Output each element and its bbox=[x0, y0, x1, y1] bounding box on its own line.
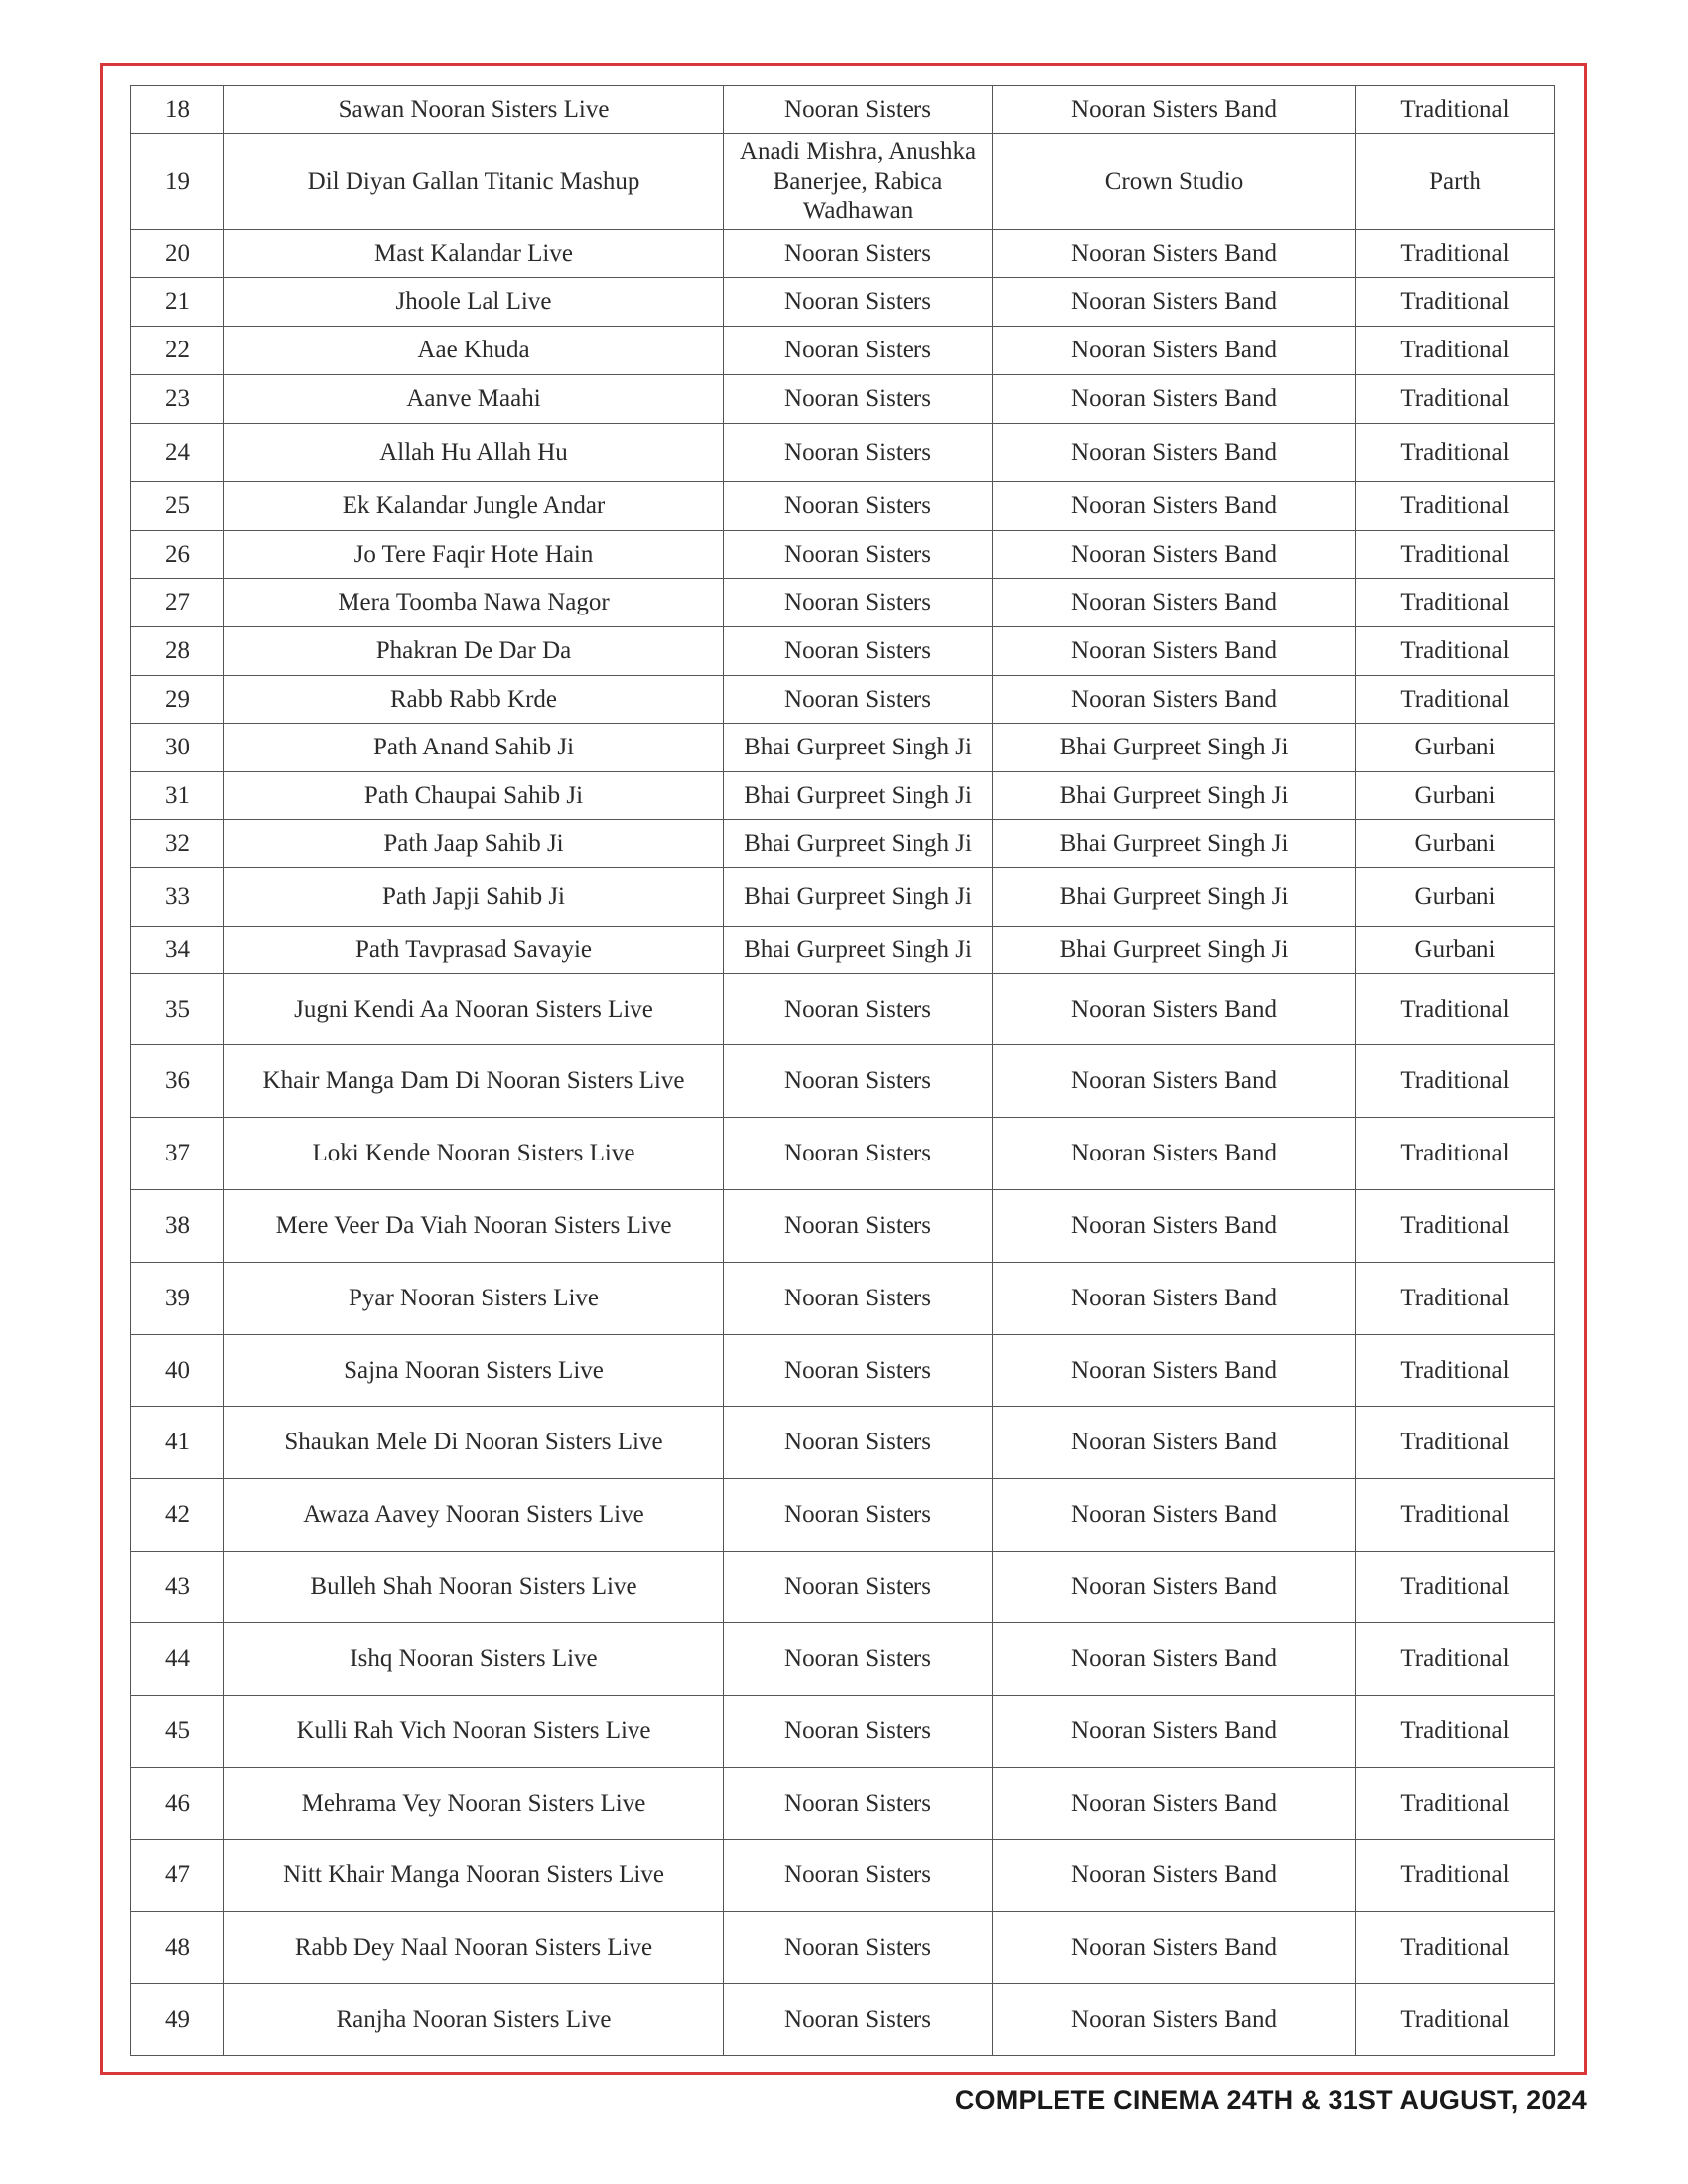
song-title-cell: Rabb Dey Naal Nooran Sisters Live bbox=[224, 1912, 724, 1984]
table-row bbox=[131, 230, 1555, 278]
table-row bbox=[131, 1623, 1555, 1696]
lyricist-cell: Traditional bbox=[1356, 86, 1555, 134]
serial-number-cell: 47 bbox=[131, 1840, 224, 1912]
lyricist-cell: Gurbani bbox=[1356, 820, 1555, 868]
music-cell: Nooran Sisters Band bbox=[993, 424, 1356, 482]
music-cell: Nooran Sisters Band bbox=[993, 1263, 1356, 1335]
serial-number-cell: 30 bbox=[131, 724, 224, 772]
table-row bbox=[131, 531, 1555, 579]
song-title-cell: Aanve Maahi bbox=[224, 375, 724, 424]
music-cell: Nooran Sisters Band bbox=[993, 1479, 1356, 1552]
singer-cell: Nooran Sisters bbox=[724, 1335, 993, 1407]
table-row bbox=[131, 1912, 1555, 1984]
table-row bbox=[131, 482, 1555, 531]
song-title-cell: Bulleh Shah Nooran Sisters Live bbox=[224, 1552, 724, 1623]
table-row bbox=[131, 424, 1555, 482]
lyricist-cell: Traditional bbox=[1356, 1479, 1555, 1552]
music-cell: Nooran Sisters Band bbox=[993, 1045, 1356, 1118]
table-row bbox=[131, 927, 1555, 974]
singer-cell: Anadi Mishra, Anushka Banerjee, Rabica Wadhawan bbox=[724, 134, 993, 230]
table-row bbox=[131, 1335, 1555, 1407]
songs-table bbox=[130, 85, 1555, 2056]
song-title-cell: Jo Tere Faqir Hote Hain bbox=[224, 531, 724, 579]
music-cell: Nooran Sisters Band bbox=[993, 327, 1356, 375]
music-cell: Nooran Sisters Band bbox=[993, 1840, 1356, 1912]
music-cell: Nooran Sisters Band bbox=[993, 1984, 1356, 2056]
singer-cell: Nooran Sisters bbox=[724, 1912, 993, 1984]
music-cell: Nooran Sisters Band bbox=[993, 1768, 1356, 1840]
lyricist-cell: Traditional bbox=[1356, 1335, 1555, 1407]
song-title-cell: Ek Kalandar Jungle Andar bbox=[224, 482, 724, 531]
serial-number-cell: 19 bbox=[131, 134, 224, 230]
lyricist-cell: Traditional bbox=[1356, 1263, 1555, 1335]
singer-cell: Nooran Sisters bbox=[724, 1045, 993, 1118]
lyricist-cell: Traditional bbox=[1356, 676, 1555, 724]
singer-cell: Nooran Sisters bbox=[724, 531, 993, 579]
serial-number-cell: 46 bbox=[131, 1768, 224, 1840]
serial-number-cell: 27 bbox=[131, 579, 224, 627]
lyricist-cell: Traditional bbox=[1356, 375, 1555, 424]
lyricist-cell: Traditional bbox=[1356, 974, 1555, 1045]
music-cell: Nooran Sisters Band bbox=[993, 974, 1356, 1045]
song-title-cell: Path Anand Sahib Ji bbox=[224, 724, 724, 772]
song-title-cell: Phakran De Dar Da bbox=[224, 627, 724, 676]
singer-cell: Nooran Sisters bbox=[724, 627, 993, 676]
singer-cell: Nooran Sisters bbox=[724, 974, 993, 1045]
singer-cell: Nooran Sisters bbox=[724, 375, 993, 424]
lyricist-cell: Gurbani bbox=[1356, 927, 1555, 974]
serial-number-cell: 20 bbox=[131, 230, 224, 278]
lyricist-cell: Traditional bbox=[1356, 531, 1555, 579]
table-row bbox=[131, 676, 1555, 724]
music-cell: Nooran Sisters Band bbox=[993, 1696, 1356, 1768]
song-title-cell: Pyar Nooran Sisters Live bbox=[224, 1263, 724, 1335]
singer-cell: Nooran Sisters bbox=[724, 327, 993, 375]
table-row bbox=[131, 579, 1555, 627]
table-row bbox=[131, 86, 1555, 134]
music-cell: Nooran Sisters Band bbox=[993, 375, 1356, 424]
song-title-cell: Mehrama Vey Nooran Sisters Live bbox=[224, 1768, 724, 1840]
serial-number-cell: 35 bbox=[131, 974, 224, 1045]
singer-cell: Nooran Sisters bbox=[724, 1263, 993, 1335]
table-row bbox=[131, 820, 1555, 868]
serial-number-cell: 28 bbox=[131, 627, 224, 676]
serial-number-cell: 36 bbox=[131, 1045, 224, 1118]
music-cell: Nooran Sisters Band bbox=[993, 579, 1356, 627]
table-row bbox=[131, 1479, 1555, 1552]
table-row bbox=[131, 724, 1555, 772]
music-cell: Nooran Sisters Band bbox=[993, 1912, 1356, 1984]
song-title-cell: Path Jaap Sahib Ji bbox=[224, 820, 724, 868]
serial-number-cell: 43 bbox=[131, 1552, 224, 1623]
lyricist-cell: Traditional bbox=[1356, 1984, 1555, 2056]
song-title-cell: Path Tavprasad Savayie bbox=[224, 927, 724, 974]
music-cell: Nooran Sisters Band bbox=[993, 627, 1356, 676]
lyricist-cell: Traditional bbox=[1356, 627, 1555, 676]
singer-cell: Nooran Sisters bbox=[724, 1840, 993, 1912]
music-cell: Nooran Sisters Band bbox=[993, 676, 1356, 724]
singer-cell: Nooran Sisters bbox=[724, 1984, 993, 2056]
serial-number-cell: 49 bbox=[131, 1984, 224, 2056]
lyricist-cell: Traditional bbox=[1356, 579, 1555, 627]
table-row bbox=[131, 1696, 1555, 1768]
lyricist-cell: Traditional bbox=[1356, 230, 1555, 278]
singer-cell: Nooran Sisters bbox=[724, 1623, 993, 1696]
lyricist-cell: Gurbani bbox=[1356, 772, 1555, 820]
song-title-cell: Mera Toomba Nawa Nagor bbox=[224, 579, 724, 627]
serial-number-cell: 48 bbox=[131, 1912, 224, 1984]
table-row bbox=[131, 327, 1555, 375]
table-row bbox=[131, 134, 1555, 230]
lyricist-cell: Traditional bbox=[1356, 1407, 1555, 1479]
singer-cell: Nooran Sisters bbox=[724, 230, 993, 278]
song-title-cell: Mere Veer Da Viah Nooran Sisters Live bbox=[224, 1190, 724, 1263]
singer-cell: Nooran Sisters bbox=[724, 1407, 993, 1479]
song-title-cell: Allah Hu Allah Hu bbox=[224, 424, 724, 482]
singer-cell: Nooran Sisters bbox=[724, 482, 993, 531]
singer-cell: Nooran Sisters bbox=[724, 1190, 993, 1263]
song-title-cell: Nitt Khair Manga Nooran Sisters Live bbox=[224, 1840, 724, 1912]
serial-number-cell: 38 bbox=[131, 1190, 224, 1263]
music-cell: Nooran Sisters Band bbox=[993, 482, 1356, 531]
singer-cell: Bhai Gurpreet Singh Ji bbox=[724, 868, 993, 927]
table-row bbox=[131, 1118, 1555, 1190]
lyricist-cell: Traditional bbox=[1356, 424, 1555, 482]
table-row bbox=[131, 1840, 1555, 1912]
singer-cell: Nooran Sisters bbox=[724, 86, 993, 134]
serial-number-cell: 29 bbox=[131, 676, 224, 724]
song-title-cell: Sawan Nooran Sisters Live bbox=[224, 86, 724, 134]
song-title-cell: Jhoole Lal Live bbox=[224, 278, 724, 327]
table-row bbox=[131, 627, 1555, 676]
song-title-cell: Rabb Rabb Krde bbox=[224, 676, 724, 724]
table-row bbox=[131, 772, 1555, 820]
lyricist-cell: Traditional bbox=[1356, 1840, 1555, 1912]
song-title-cell: Path Chaupai Sahib Ji bbox=[224, 772, 724, 820]
music-cell: Bhai Gurpreet Singh Ji bbox=[993, 724, 1356, 772]
serial-number-cell: 22 bbox=[131, 327, 224, 375]
lyricist-cell: Gurbani bbox=[1356, 724, 1555, 772]
song-title-cell: Sajna Nooran Sisters Live bbox=[224, 1335, 724, 1407]
song-title-cell: Dil Diyan Gallan Titanic Mashup bbox=[224, 134, 724, 230]
serial-number-cell: 39 bbox=[131, 1263, 224, 1335]
lyricist-cell: Traditional bbox=[1356, 327, 1555, 375]
serial-number-cell: 18 bbox=[131, 86, 224, 134]
serial-number-cell: 23 bbox=[131, 375, 224, 424]
song-title-cell: Aae Khuda bbox=[224, 327, 724, 375]
lyricist-cell: Traditional bbox=[1356, 1768, 1555, 1840]
lyricist-cell: Gurbani bbox=[1356, 868, 1555, 927]
serial-number-cell: 25 bbox=[131, 482, 224, 531]
singer-cell: Nooran Sisters bbox=[724, 1118, 993, 1190]
singer-cell: Bhai Gurpreet Singh Ji bbox=[724, 772, 993, 820]
song-title-cell: Kulli Rah Vich Nooran Sisters Live bbox=[224, 1696, 724, 1768]
music-cell: Bhai Gurpreet Singh Ji bbox=[993, 927, 1356, 974]
song-title-cell: Shaukan Mele Di Nooran Sisters Live bbox=[224, 1407, 724, 1479]
song-title-cell: Jugni Kendi Aa Nooran Sisters Live bbox=[224, 974, 724, 1045]
table-row bbox=[131, 974, 1555, 1045]
serial-number-cell: 33 bbox=[131, 868, 224, 927]
table-row bbox=[131, 375, 1555, 424]
serial-number-cell: 24 bbox=[131, 424, 224, 482]
singer-cell: Nooran Sisters bbox=[724, 278, 993, 327]
singer-cell: Bhai Gurpreet Singh Ji bbox=[724, 724, 993, 772]
song-title-cell: Loki Kende Nooran Sisters Live bbox=[224, 1118, 724, 1190]
table-row bbox=[131, 278, 1555, 327]
serial-number-cell: 31 bbox=[131, 772, 224, 820]
songs-table-body bbox=[131, 86, 1555, 2056]
music-cell: Nooran Sisters Band bbox=[993, 1552, 1356, 1623]
lyricist-cell: Traditional bbox=[1356, 1912, 1555, 1984]
table-row bbox=[131, 1552, 1555, 1623]
serial-number-cell: 44 bbox=[131, 1623, 224, 1696]
song-title-cell: Khair Manga Dam Di Nooran Sisters Live bbox=[224, 1045, 724, 1118]
music-cell: Bhai Gurpreet Singh Ji bbox=[993, 868, 1356, 927]
song-title-cell: Mast Kalandar Live bbox=[224, 230, 724, 278]
singer-cell: Bhai Gurpreet Singh Ji bbox=[724, 820, 993, 868]
serial-number-cell: 37 bbox=[131, 1118, 224, 1190]
table-row bbox=[131, 1190, 1555, 1263]
song-title-cell: Path Japji Sahib Ji bbox=[224, 868, 724, 927]
table-row bbox=[131, 1768, 1555, 1840]
table-row bbox=[131, 1407, 1555, 1479]
serial-number-cell: 32 bbox=[131, 820, 224, 868]
music-cell: Crown Studio bbox=[993, 134, 1356, 230]
lyricist-cell: Traditional bbox=[1356, 1552, 1555, 1623]
page-footer: COMPLETE CINEMA 24TH & 31ST AUGUST, 2024 bbox=[954, 2085, 1587, 2115]
singer-cell: Bhai Gurpreet Singh Ji bbox=[724, 927, 993, 974]
serial-number-cell: 21 bbox=[131, 278, 224, 327]
table-row bbox=[131, 1045, 1555, 1118]
serial-number-cell: 45 bbox=[131, 1696, 224, 1768]
singer-cell: Nooran Sisters bbox=[724, 424, 993, 482]
lyricist-cell: Traditional bbox=[1356, 1045, 1555, 1118]
singer-cell: Nooran Sisters bbox=[724, 1552, 993, 1623]
music-cell: Bhai Gurpreet Singh Ji bbox=[993, 772, 1356, 820]
song-title-cell: Awaza Aavey Nooran Sisters Live bbox=[224, 1479, 724, 1552]
music-cell: Nooran Sisters Band bbox=[993, 86, 1356, 134]
serial-number-cell: 40 bbox=[131, 1335, 224, 1407]
serial-number-cell: 42 bbox=[131, 1479, 224, 1552]
table-row bbox=[131, 868, 1555, 927]
lyricist-cell: Traditional bbox=[1356, 1623, 1555, 1696]
music-cell: Nooran Sisters Band bbox=[993, 531, 1356, 579]
lyricist-cell: Traditional bbox=[1356, 1118, 1555, 1190]
table-row bbox=[131, 1263, 1555, 1335]
singer-cell: Nooran Sisters bbox=[724, 1696, 993, 1768]
music-cell: Bhai Gurpreet Singh Ji bbox=[993, 820, 1356, 868]
singer-cell: Nooran Sisters bbox=[724, 1768, 993, 1840]
serial-number-cell: 34 bbox=[131, 927, 224, 974]
lyricist-cell: Traditional bbox=[1356, 482, 1555, 531]
serial-number-cell: 26 bbox=[131, 531, 224, 579]
serial-number-cell: 41 bbox=[131, 1407, 224, 1479]
music-cell: Nooran Sisters Band bbox=[993, 1118, 1356, 1190]
song-title-cell: Ranjha Nooran Sisters Live bbox=[224, 1984, 724, 2056]
music-cell: Nooran Sisters Band bbox=[993, 1190, 1356, 1263]
music-cell: Nooran Sisters Band bbox=[993, 230, 1356, 278]
music-cell: Nooran Sisters Band bbox=[993, 1623, 1356, 1696]
lyricist-cell: Traditional bbox=[1356, 278, 1555, 327]
lyricist-cell: Traditional bbox=[1356, 1190, 1555, 1263]
singer-cell: Nooran Sisters bbox=[724, 1479, 993, 1552]
singer-cell: Nooran Sisters bbox=[724, 676, 993, 724]
music-cell: Nooran Sisters Band bbox=[993, 1407, 1356, 1479]
lyricist-cell: Parth bbox=[1356, 134, 1555, 230]
music-cell: Nooran Sisters Band bbox=[993, 278, 1356, 327]
lyricist-cell: Traditional bbox=[1356, 1696, 1555, 1768]
singer-cell: Nooran Sisters bbox=[724, 579, 993, 627]
song-title-cell: Ishq Nooran Sisters Live bbox=[224, 1623, 724, 1696]
table-row bbox=[131, 1984, 1555, 2056]
music-cell: Nooran Sisters Band bbox=[993, 1335, 1356, 1407]
